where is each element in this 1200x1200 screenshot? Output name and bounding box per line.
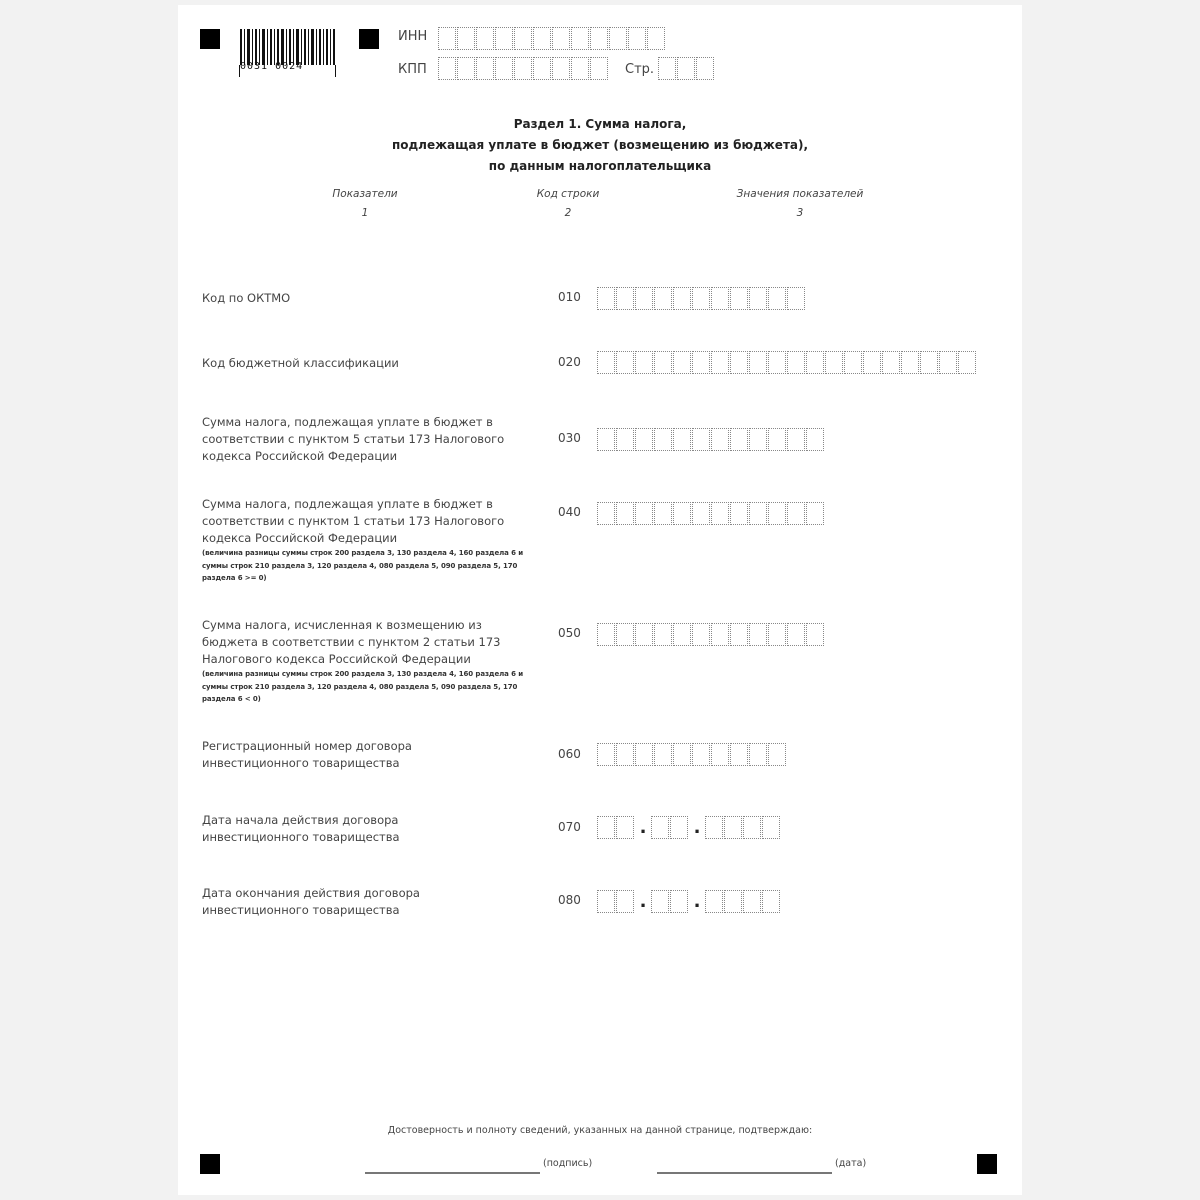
entry-cell[interactable] (730, 287, 748, 310)
column-header-values (720, 185, 880, 223)
inn-field[interactable] (438, 27, 666, 51)
signature-label: (подпись) (543, 1158, 593, 1169)
date-separator: . (639, 817, 647, 838)
row-label-080: Дата окончания действия договора инвестиционного товарищества (202, 886, 420, 917)
entry-cell[interactable] (654, 623, 672, 646)
kpp-field[interactable] (438, 57, 609, 81)
entry-cell[interactable] (724, 816, 742, 839)
entry-cell[interactable] (730, 351, 748, 374)
entry-cell[interactable] (711, 351, 729, 374)
entry-cell[interactable] (743, 890, 761, 913)
inn-label: ИНН (398, 29, 428, 44)
entry-cell[interactable] (711, 743, 729, 766)
entry-cell[interactable] (958, 351, 976, 374)
column-header-line-code (498, 185, 638, 223)
date-separator: . (693, 891, 701, 912)
entry-cell[interactable] (628, 27, 646, 50)
column-header-label: Код строки (536, 188, 600, 200)
tax-amount-030-field[interactable] (597, 428, 825, 452)
entry-cell[interactable] (692, 623, 710, 646)
row-note-040: (величина разницы суммы строк 200 раздела 3, 130 раздела 4, 160 раздела 6 и суммы строк 210 раздела 3, 120 раздела 4, 080 раздела 5, 090 раздела 5, 170 раздела 6 >= 0) (202, 549, 524, 582)
row-label-060: Регистрационный номер договора инвестиционного товарищества (202, 739, 412, 770)
entry-cell[interactable] (616, 816, 634, 839)
entry-cell[interactable] (673, 428, 691, 451)
section-title-line-2: подлежащая уплате в бюджет (возмещению из бюджета), (391, 138, 809, 152)
entry-cell[interactable] (457, 27, 475, 50)
end-date-field[interactable] (597, 890, 781, 914)
row-label-oktmo: Код по ОКТМО (202, 291, 291, 305)
entry-cell[interactable] (749, 351, 767, 374)
entry-cell[interactable] (533, 57, 551, 80)
entry-cell[interactable] (658, 57, 676, 80)
row-code-010: 010 (558, 290, 581, 304)
registration-number-field[interactable] (597, 743, 787, 767)
entry-cell[interactable] (692, 743, 710, 766)
entry-cell[interactable] (901, 351, 919, 374)
entry-cell[interactable] (651, 890, 669, 913)
entry-cell[interactable] (939, 351, 957, 374)
entry-cell[interactable] (768, 287, 786, 310)
entry-cell[interactable] (768, 428, 786, 451)
corner-marker-top-left (200, 29, 220, 49)
entry-cell[interactable] (597, 502, 615, 525)
row-note-050: (величина разницы суммы строк 200 раздела 3, 130 раздела 4, 160 раздела 6 и суммы строк 210 раздела 3, 120 раздела 4, 080 раздела 5, 090 раздела 5, 170 раздела 6 < 0) (202, 670, 524, 703)
entry-cell[interactable] (705, 816, 723, 839)
signature-line[interactable] (365, 1172, 540, 1174)
barcode-number: 0031 0024 (240, 61, 304, 72)
entry-cell[interactable] (597, 351, 615, 374)
row-label-040-text: Сумма налога, подлежащая уплате в бюджет в соответствии с пунктом 1 статьи 173 Налогового кодекса Российской Федерации (202, 497, 505, 545)
entry-cell[interactable] (743, 816, 761, 839)
row-code-060: 060 (558, 747, 581, 761)
corner-marker-top-right (359, 29, 379, 49)
row-label-030: Сумма налога, подлежащая уплате в бюджет в соответствии с пунктом 5 статьи 173 Налогового кодекса Российской Федерации (202, 415, 505, 463)
entry-cell[interactable] (730, 743, 748, 766)
entry-cell[interactable] (616, 623, 634, 646)
entry-cell[interactable] (673, 351, 691, 374)
kbk-field[interactable] (597, 351, 977, 375)
row-code-050: 050 (558, 626, 581, 640)
entry-cell[interactable] (635, 743, 653, 766)
entry-cell[interactable] (730, 428, 748, 451)
entry-cell[interactable] (677, 57, 695, 80)
section-title-line-3: по данным налогоплательщика (488, 159, 712, 173)
entry-cell[interactable] (571, 57, 589, 80)
entry-cell[interactable] (844, 351, 862, 374)
entry-cell[interactable] (762, 890, 780, 913)
entry-cell[interactable] (609, 27, 627, 50)
entry-cell[interactable] (635, 287, 653, 310)
entry-cell[interactable] (673, 623, 691, 646)
entry-cell[interactable] (806, 351, 824, 374)
row-code-040: 040 (558, 505, 581, 519)
entry-cell[interactable] (806, 502, 824, 525)
form-page (178, 5, 1022, 1195)
entry-cell[interactable] (749, 502, 767, 525)
entry-cell[interactable] (749, 623, 767, 646)
entry-cell[interactable] (711, 623, 729, 646)
page-number-field[interactable] (658, 57, 715, 81)
entry-cell[interactable] (635, 623, 653, 646)
confirmation-text: Достоверность и полноту сведений, указанных на данной странице, подтверждаю: (387, 1125, 813, 1136)
entry-cell[interactable] (768, 623, 786, 646)
entry-cell[interactable] (730, 502, 748, 525)
entry-cell[interactable] (673, 743, 691, 766)
entry-cell[interactable] (787, 287, 805, 310)
tax-refund-050-field[interactable] (597, 623, 825, 647)
entry-cell[interactable] (552, 27, 570, 50)
entry-cell[interactable] (597, 428, 615, 451)
entry-cell[interactable] (863, 351, 881, 374)
entry-cell[interactable] (654, 428, 672, 451)
column-header-label: Показатели (332, 188, 398, 200)
entry-cell[interactable] (711, 287, 729, 310)
entry-cell[interactable] (552, 57, 570, 80)
entry-cell[interactable] (438, 27, 456, 50)
entry-cell[interactable] (597, 816, 615, 839)
entry-cell[interactable] (673, 287, 691, 310)
entry-cell[interactable] (762, 816, 780, 839)
row-label-040 (202, 496, 532, 585)
corner-marker-bottom-left (200, 1154, 220, 1174)
entry-cell[interactable] (749, 428, 767, 451)
entry-cell[interactable] (597, 623, 615, 646)
entry-cell[interactable] (616, 890, 634, 913)
page-label: Стр. (625, 62, 655, 77)
entry-cell[interactable] (590, 57, 608, 80)
entry-cell[interactable] (711, 428, 729, 451)
entry-cell[interactable] (787, 351, 805, 374)
entry-cell[interactable] (787, 502, 805, 525)
entry-cell[interactable] (571, 27, 589, 50)
tax-amount-040-field[interactable] (597, 502, 825, 526)
column-header-indicators (295, 185, 435, 223)
entry-cell[interactable] (654, 287, 672, 310)
entry-cell[interactable] (696, 57, 714, 80)
entry-cell[interactable] (692, 287, 710, 310)
entry-cell[interactable] (616, 351, 634, 374)
entry-cell[interactable] (705, 890, 723, 913)
entry-cell[interactable] (711, 502, 729, 525)
entry-cell[interactable] (768, 351, 786, 374)
entry-cell[interactable] (692, 428, 710, 451)
entry-cell[interactable] (787, 428, 805, 451)
column-header-number: 3 (796, 207, 804, 219)
entry-cell[interactable] (616, 502, 634, 525)
date-label: (дата) (835, 1158, 867, 1169)
section-title (178, 114, 1022, 177)
date-separator: . (639, 891, 647, 912)
entry-cell[interactable] (768, 502, 786, 525)
entry-cell[interactable] (787, 623, 805, 646)
entry-cell[interactable] (514, 57, 532, 80)
oktmo-field[interactable] (597, 287, 806, 311)
entry-cell[interactable] (597, 890, 615, 913)
entry-cell[interactable] (597, 287, 615, 310)
row-code-070: 070 (558, 820, 581, 834)
entry-cell[interactable] (882, 351, 900, 374)
date-line[interactable] (657, 1172, 832, 1174)
row-code-030: 030 (558, 431, 581, 445)
entry-cell[interactable] (457, 57, 475, 80)
entry-cell[interactable] (920, 351, 938, 374)
entry-cell[interactable] (635, 428, 653, 451)
entry-cell[interactable] (616, 287, 634, 310)
entry-cell[interactable] (749, 743, 767, 766)
entry-cell[interactable] (692, 502, 710, 525)
corner-marker-bottom-right (977, 1154, 997, 1174)
section-title-line-1: Раздел 1. Сумма налога, (513, 117, 687, 131)
entry-cell[interactable] (806, 428, 824, 451)
start-date-field[interactable] (597, 816, 781, 840)
entry-cell[interactable] (692, 351, 710, 374)
date-separator: . (693, 817, 701, 838)
row-label-kbk: Код бюджетной классификации (202, 356, 399, 370)
entry-cell[interactable] (635, 502, 653, 525)
entry-cell[interactable] (730, 623, 748, 646)
entry-cell[interactable] (590, 27, 608, 50)
entry-cell[interactable] (825, 351, 843, 374)
entry-cell[interactable] (647, 27, 665, 50)
column-header-label: Значения показателей (736, 188, 864, 200)
entry-cell[interactable] (654, 351, 672, 374)
entry-cell[interactable] (768, 743, 786, 766)
entry-cell[interactable] (806, 623, 824, 646)
entry-cell[interactable] (670, 816, 688, 839)
column-header-number: 2 (564, 207, 572, 219)
entry-cell[interactable] (495, 57, 513, 80)
row-label-070: Дата начала действия договора инвестиционного товарищества (202, 813, 400, 844)
entry-cell[interactable] (724, 890, 742, 913)
entry-cell[interactable] (597, 743, 615, 766)
row-label-050 (202, 617, 532, 706)
entry-cell[interactable] (651, 816, 669, 839)
row-code-020: 020 (558, 355, 581, 369)
column-header-number: 1 (361, 207, 369, 219)
entry-cell[interactable] (673, 502, 691, 525)
entry-cell[interactable] (476, 57, 494, 80)
entry-cell[interactable] (654, 743, 672, 766)
entry-cell[interactable] (495, 27, 513, 50)
entry-cell[interactable] (670, 890, 688, 913)
row-label-050-text: Сумма налога, исчисленная к возмещению из бюджета в соответствии с пунктом 2 статьи 173 Налогового кодекса Российской Федерации (202, 618, 501, 666)
entry-cell[interactable] (616, 428, 634, 451)
kpp-label: КПП (398, 62, 427, 77)
entry-cell[interactable] (533, 27, 551, 50)
row-code-080: 080 (558, 893, 581, 907)
entry-cell[interactable] (514, 27, 532, 50)
entry-cell[interactable] (476, 27, 494, 50)
entry-cell[interactable] (635, 351, 653, 374)
entry-cell[interactable] (749, 287, 767, 310)
entry-cell[interactable] (438, 57, 456, 80)
entry-cell[interactable] (654, 502, 672, 525)
entry-cell[interactable] (616, 743, 634, 766)
